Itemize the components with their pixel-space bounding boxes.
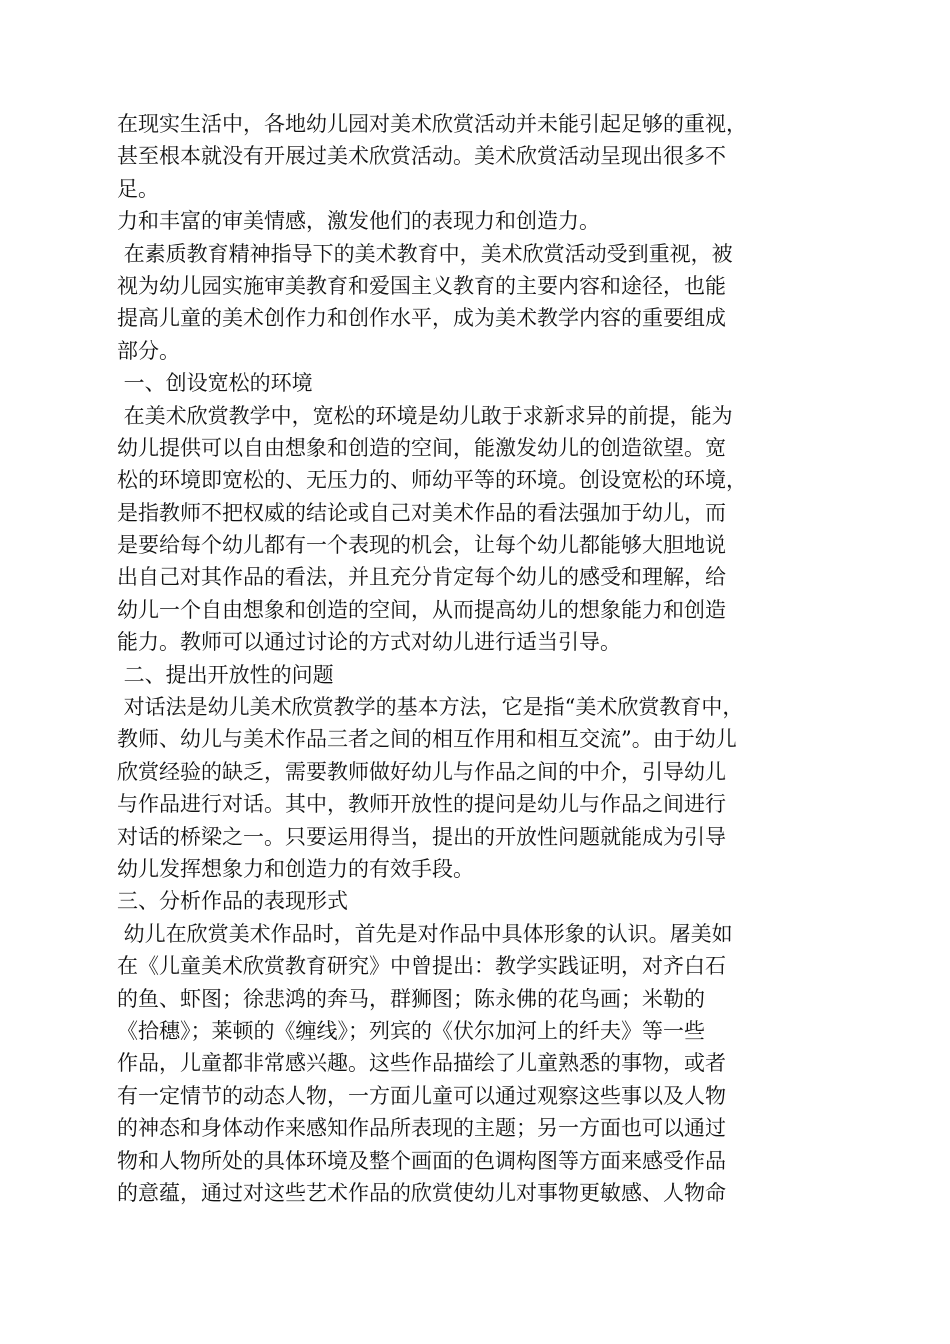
text-line: 对话的桥梁之一。只要运用得当，提出的开放性问题就能成为引导: [117, 824, 726, 849]
text-line: 在《儿童美术欣赏教育研究》中曾提出：教学实践证明，对齐白石: [117, 954, 726, 979]
text-line: 教师、幼儿与美术作品三者之间的相互作用和相互交流”。由于幼儿: [117, 727, 737, 752]
text-line: 甚至根本就没有开展过美术欣赏活动。美术欣赏活动呈现出很多不: [117, 144, 726, 169]
text-line: 提高儿童的美术创作力和创作水平，成为美术教学内容的重要组成: [117, 306, 726, 331]
text-line: 出自己对其作品的看法，并且充分肯定每个幼儿的感受和理解，给: [117, 565, 726, 590]
text-line: 的神态和身体动作来感知作品所表现的主题；另一方面也可以通过: [117, 1116, 726, 1141]
text-line: 的意蕴，通过对这些艺术作品的欣赏使幼儿对事物更敏感、人物命: [117, 1180, 726, 1205]
text-line: 幼儿发挥想象力和创造力的有效手段。: [117, 856, 474, 881]
text-line: 的鱼、虾图；徐悲鸿的奔马，群狮图；陈永佛的花鸟画；米勒的: [117, 986, 705, 1011]
section-heading: 二、提出开放性的问题: [117, 662, 334, 687]
text-line: 力和丰富的审美情感，激发他们的表现力和创造力。: [117, 209, 600, 234]
text-line: 欣赏经验的缺乏，需要教师做好幼儿与作品之间的中介，引导幼儿: [117, 759, 726, 784]
text-line: 《拾穗》；莱顿的《缠线》；列宾的《伏尔加河上的纤夫》等一些: [117, 1018, 705, 1043]
text-line: 在素质教育精神指导下的美术教育中，美术欣赏活动受到重视，被: [117, 241, 733, 266]
text-line: 是要给每个幼儿都有一个表现的机会，让每个幼儿都能够大胆地说: [117, 533, 726, 558]
text-line: 松的环境即宽松的、无压力的、师幼平等的环境。创设宽松的环境，: [117, 468, 747, 493]
text-line: 是指教师不把权威的结论或自己对美术作品的看法强加于幼儿，而: [117, 500, 726, 525]
text-line: 幼儿一个自由想象和创造的空间，从而提高幼儿的想象能力和创造: [117, 597, 726, 622]
text-line: 在现实生活中，各地幼儿园对美术欣赏活动并未能引起足够的重视，: [117, 112, 747, 136]
text-line: 能力。教师可以通过讨论的方式对幼儿进行适当引导。: [117, 630, 621, 655]
document-body: [117, 108, 857, 1209]
text-line: 物和人物所处的具体环境及整个画面的色调构图等方面来感受作品: [117, 1148, 726, 1173]
section-heading: 一、创设宽松的环境: [117, 371, 313, 396]
text-line: 足。: [117, 176, 159, 201]
text-line: 对话法是幼儿美术欣赏教学的基本方法，它是指“美术欣赏教育中，: [117, 695, 744, 720]
text-line: 幼儿在欣赏美术作品时，首先是对作品中具体形象的认识。屠美如: [117, 921, 733, 946]
section-heading: 三、分析作品的表现形式: [117, 889, 348, 914]
text-line: 幼儿提供可以自由想象和创造的空间，能激发幼儿的创造欲望。宽: [117, 435, 726, 460]
text-line: 与作品进行对话。其中，教师开放性的提问是幼儿与作品之间进行: [117, 792, 726, 817]
text-line: 部分。: [117, 338, 180, 363]
text-line: 有一定情节的动态人物，一方面儿童可以通过观察这些事以及人物: [117, 1083, 726, 1108]
text-line: 视为幼儿园实施审美教育和爱国主义教育的主要内容和途径，也能: [117, 273, 726, 298]
text-line: 作品，儿童都非常感兴趣。这些作品描绘了儿童熟悉的事物，或者: [117, 1051, 726, 1076]
text-line: 在美术欣赏教学中，宽松的环境是幼儿敢于求新求异的前提，能为: [117, 403, 733, 428]
